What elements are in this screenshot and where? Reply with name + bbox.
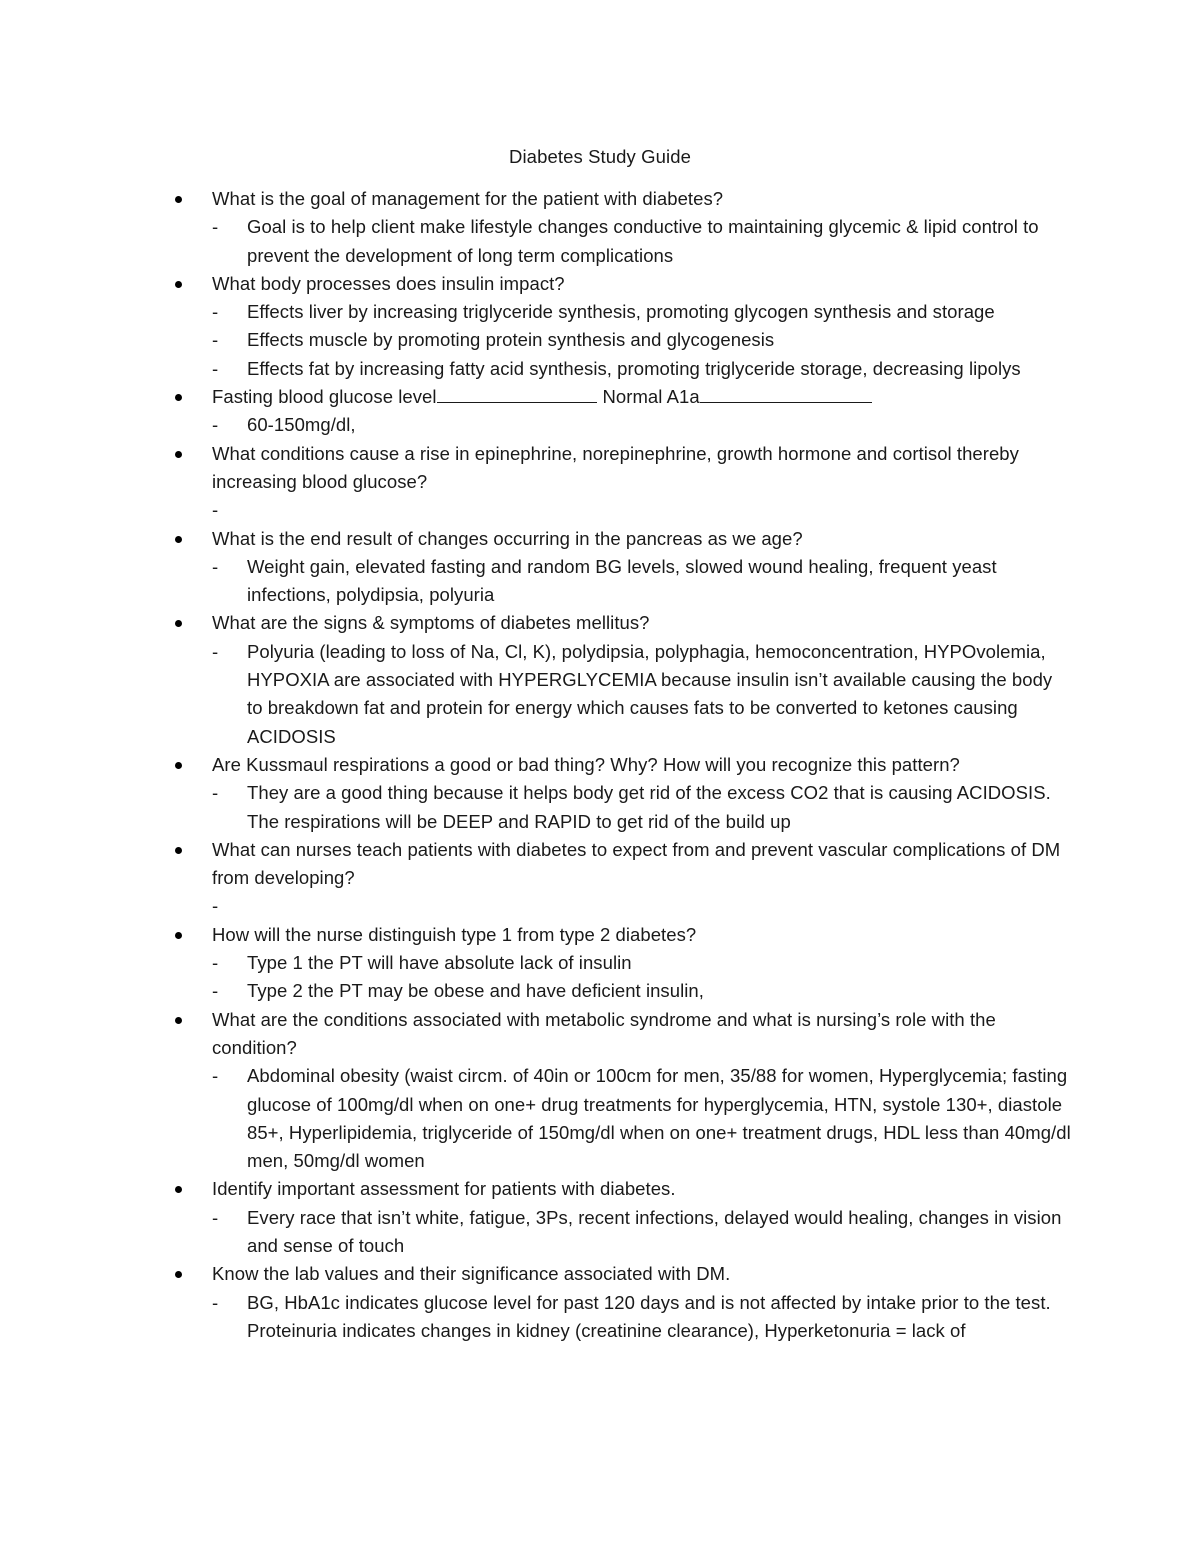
dash-marker: - bbox=[212, 1291, 219, 1313]
answer-item bbox=[172, 977, 1072, 1005]
question-item bbox=[172, 383, 1072, 411]
bullet-icon bbox=[175, 451, 182, 458]
dash-marker: - bbox=[212, 895, 219, 917]
answer-item bbox=[172, 411, 1072, 439]
bullet-icon bbox=[175, 1271, 182, 1278]
bullet-icon bbox=[175, 281, 182, 288]
answer-text: Goal is to help client make lifestyle changes conductive to maintaining glycemic & lipid control to prevent the development of long term complications bbox=[247, 216, 1039, 266]
question-text-part1: Fasting blood glucose level bbox=[212, 386, 437, 408]
answer-item bbox=[172, 1204, 1072, 1261]
dash-marker: - bbox=[212, 952, 219, 974]
bullet-icon bbox=[175, 1186, 182, 1193]
dash-marker: - bbox=[212, 329, 219, 351]
question-item bbox=[172, 525, 1072, 553]
answer-text: Effects muscle by promoting protein synthesis and glycogenesis bbox=[247, 329, 775, 351]
answer-item bbox=[172, 779, 1072, 836]
dash-marker: - bbox=[212, 1065, 219, 1087]
question-item bbox=[172, 609, 1072, 637]
dash-marker: - bbox=[212, 1206, 219, 1228]
question-text: What is the goal of management for the patient with diabetes? bbox=[212, 188, 724, 209]
question-item bbox=[172, 836, 1072, 893]
question-item bbox=[172, 921, 1072, 949]
question-text: Know the lab values and their significance associated with DM. bbox=[212, 1263, 731, 1285]
answer-text: BG, HbA1c indicates glucose level for past 120 days and is not affected by intake prior to the test. Proteinuria indicates changes in kidney (creatinine clearance), Hyperketonuria = lack of bbox=[247, 1291, 1051, 1341]
answer-text: Effects liver by increasing triglyceride synthesis, promoting glycogen synthesis and storage bbox=[247, 301, 995, 323]
answer-text: Weight gain, elevated fasting and random BG levels, slowed wound healing, frequent yeast infections, polydipsia, polyuria bbox=[247, 555, 997, 606]
answer-text: Polyuria (leading to loss of Na, Cl, K), polydipsia, polyphagia, hemoconcentration, HYPOvolemia, HYPOXIA are associated with HYPERGLYCEMIA because insulin isn’t available causing the body to breakdown fat and protein for energy which causes fats to be converted to ketones causing ACIDOSIS bbox=[247, 640, 1053, 747]
answer-item bbox=[172, 892, 1072, 920]
answer-text bbox=[247, 895, 252, 916]
question-item bbox=[172, 1006, 1072, 1063]
question-text: How will the nurse distinguish type 1 from type 2 diabetes? bbox=[212, 923, 697, 945]
answer-item bbox=[172, 553, 1072, 610]
answer-item bbox=[172, 949, 1072, 977]
question-text: What is the end result of changes occurring in the pancreas as we age? bbox=[212, 527, 803, 549]
question-item bbox=[172, 751, 1072, 779]
question-item bbox=[172, 1260, 1072, 1288]
question-text: What conditions cause a rise in epinephrine, norepinephrine, growth hormone and cortisol thereby increasing blood glucose? bbox=[212, 442, 1019, 492]
bullet-icon bbox=[175, 536, 182, 543]
answer-text bbox=[247, 499, 252, 520]
dash-marker: - bbox=[212, 640, 219, 662]
question-item bbox=[172, 185, 1072, 213]
question-text-part2: Normal A1a bbox=[602, 386, 700, 408]
bullet-icon bbox=[175, 196, 182, 203]
answer-text: Type 1 the PT will have absolute lack of insulin bbox=[247, 952, 632, 974]
answer-item bbox=[172, 1062, 1072, 1175]
question-text: What body processes does insulin impact? bbox=[212, 272, 565, 294]
dash-marker: - bbox=[212, 414, 219, 436]
bullet-icon bbox=[175, 762, 182, 769]
answer-item bbox=[172, 355, 1072, 383]
dash-marker: - bbox=[212, 555, 219, 577]
question-text: What are the conditions associated with metabolic syndrome and what is nursing’s role with the condition? bbox=[212, 1008, 996, 1058]
answer-item bbox=[172, 213, 1072, 270]
answer-item bbox=[172, 298, 1072, 326]
dash-marker: - bbox=[212, 301, 219, 323]
answer-text: 60-150mg/dl, bbox=[247, 414, 356, 436]
question-text: What can nurses teach patients with diabetes to expect from and prevent vascular complications of DM from developing? bbox=[212, 838, 1061, 889]
answer-text: They are a good thing because it helps body get rid of the excess CO2 that is causing ACIDOSIS. The respirations will be DEEP and RAPID to get rid of the build up bbox=[247, 782, 1051, 832]
page-title: Diabetes Study Guide bbox=[509, 146, 691, 167]
dash-marker: - bbox=[212, 357, 219, 379]
bullet-icon bbox=[175, 932, 182, 939]
question-text: What are the signs & symptoms of diabetes mellitus? bbox=[212, 612, 650, 634]
fill-in-blank bbox=[700, 385, 872, 403]
answer-text: Effects fat by increasing fatty acid synthesis, promoting triglyceride storage, decreasing lipolys bbox=[247, 357, 1021, 379]
question-item bbox=[172, 1175, 1072, 1203]
answer-text: Every race that isn’t white, fatigue, 3Ps, recent infections, delayed would healing, changes in vision and sense of touch bbox=[247, 1206, 1062, 1256]
dash-marker: - bbox=[212, 782, 219, 804]
answer-item bbox=[172, 638, 1072, 751]
question-item bbox=[172, 440, 1072, 497]
question-item bbox=[172, 270, 1072, 298]
answer-item bbox=[172, 496, 1072, 524]
dash-marker: - bbox=[212, 216, 219, 238]
dash-marker: - bbox=[212, 980, 219, 1002]
dash-marker: - bbox=[212, 499, 219, 521]
question-text: Identify important assessment for patients with diabetes. bbox=[212, 1178, 676, 1200]
answer-item bbox=[172, 326, 1072, 354]
fill-in-blank bbox=[437, 385, 597, 403]
answer-text: Type 2 the PT may be obese and have deficient insulin, bbox=[247, 980, 704, 1002]
bullet-icon bbox=[175, 620, 182, 627]
bullet-icon bbox=[175, 394, 182, 401]
bullet-icon bbox=[175, 1017, 182, 1024]
study-guide-list bbox=[172, 185, 1072, 1345]
answer-text: Abdominal obesity (waist circm. of 40in or 100cm for men, 35/88 for women, Hyperglycemia; fasting glucose of 100mg/dl when on one+ drug treatments for hyperglycemia, HTN, systole 130+, diastole 85+, Hyperlipidemia, triglyceride of 150mg/dl when on one+ treatment drugs, HDL less than 40mg/dl men, 50mg/dl women bbox=[247, 1065, 1071, 1172]
question-text: Are Kussmaul respirations a good or bad thing? Why? How will you recognize this pattern? bbox=[212, 753, 960, 775]
bullet-icon bbox=[175, 847, 182, 854]
answer-item bbox=[172, 1289, 1072, 1346]
